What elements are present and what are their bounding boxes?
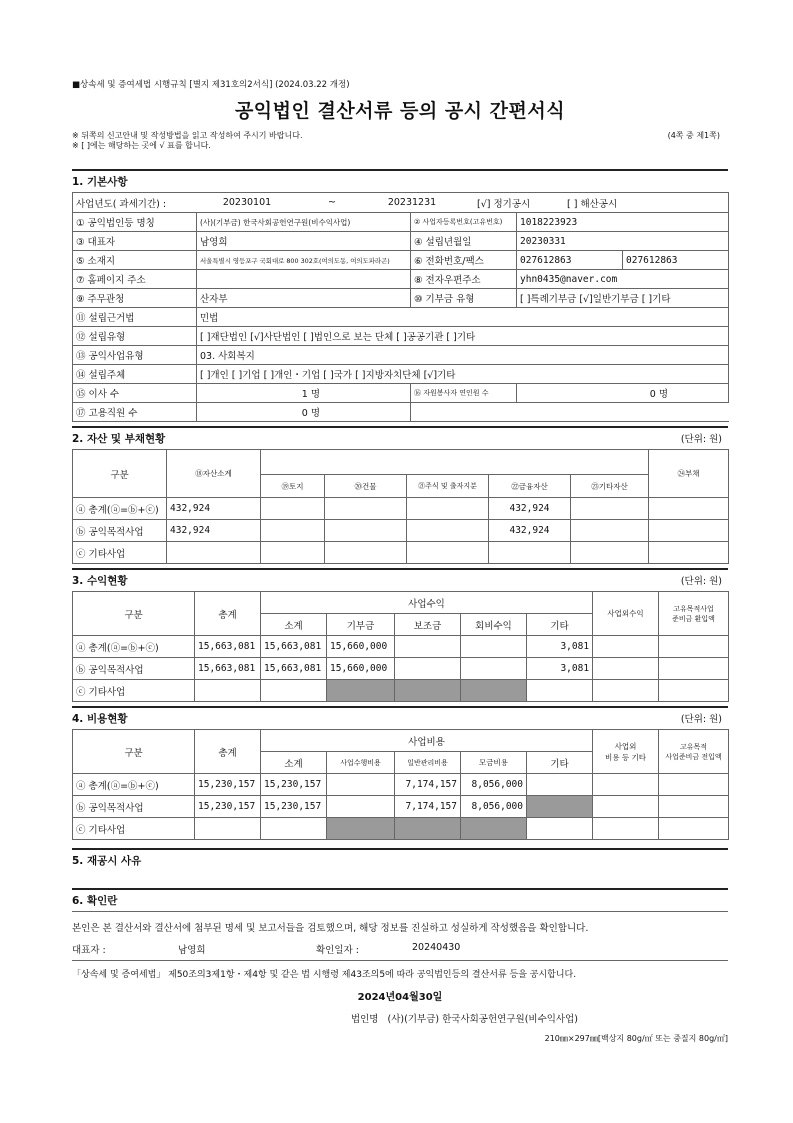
revenue-table <box>72 591 729 702</box>
header-asset-subtotal: ⑱자산소계 <box>167 450 261 498</box>
cell-total: 15,230,157 <box>195 774 261 796</box>
value-email: yhn0435@naver.com <box>517 270 729 289</box>
value-name: (사)(기부금) 한국사회공헌연구원(비수익사업) <box>197 213 411 232</box>
label-est-type: ⑫ 설립유형 <box>73 327 197 346</box>
value-volunteers: 0 명 <box>517 384 729 403</box>
dissolution-disclosure-checkbox[interactable]: [ ] 해산공시 <box>567 198 618 210</box>
header-reserve-1: 고유목적 <box>680 742 708 751</box>
cell-financial: 432,924 <box>489 520 571 542</box>
value-employees: 0 명 <box>197 403 411 422</box>
header-fee: 회비수익 <box>461 614 527 636</box>
header-biz-revenue: 사업수익 <box>261 592 593 614</box>
value-fax: 027612863 <box>623 251 729 270</box>
table-row <box>73 680 729 702</box>
label-biz-type: ⑬ 공익사업유형 <box>73 346 197 365</box>
label-employees: ⑰ 고용직원 수 <box>73 403 197 422</box>
value-est-type[interactable]: [ ]재단법인 [√]사단법인 [ ]법인으로 보는 단체 [ ]공공기관 [ ]기타 <box>197 327 729 346</box>
expense-table <box>72 729 729 840</box>
cell-total <box>195 818 261 840</box>
label-founded: ④ 설립년월일 <box>411 232 517 251</box>
form-title: 공익법인 결산서류 등의 공시 간편서식 <box>234 100 566 122</box>
table-row <box>73 498 729 520</box>
row-label: ⓒ 기타사업 <box>73 542 167 564</box>
fiscal-year-start: 20230101 <box>222 197 272 208</box>
section-redisclosure <box>72 848 728 888</box>
row-label: ⓒ 기타사업 <box>73 818 195 840</box>
cell-subtotal: 15,230,157 <box>261 774 327 796</box>
label-address: ⑤ 소재지 <box>73 251 197 270</box>
header-admin: 일반관리비용 <box>395 752 461 774</box>
cell-admin: 7,174,157 <box>395 796 461 818</box>
header-subsidy: 보조금 <box>395 614 461 636</box>
value-founded: 20230331 <box>517 232 729 251</box>
header-land: ⑲토지 <box>261 475 325 498</box>
cell-etc: 3,081 <box>527 658 593 680</box>
header-stocks: ㉑주식 및 출자지분 <box>407 475 489 498</box>
value-homepage <box>197 270 411 289</box>
value-founder[interactable]: [ ]개인 [ ]기업 [ ]개인・기업 [ ]국가 [ ]지방자치단체 [√]기타 <box>197 365 729 384</box>
value-address: 서울특별시 영등포구 국회대로 800 302호(여의도동, 여의도파라곤) <box>197 251 411 270</box>
section-assets <box>72 426 728 564</box>
label-donation-type: ⑩ 기부금 유형 <box>411 289 517 308</box>
header-donation: 기부금 <box>327 614 395 636</box>
table-row <box>73 796 729 818</box>
disclosure-form <box>72 78 728 1044</box>
page-number: (4쪽 중 제1쪽) <box>667 131 720 140</box>
regular-disclosure-checkbox[interactable]: [√] 정기공시 <box>477 198 531 210</box>
value-phone: 027612863 <box>517 251 623 270</box>
cell-donation: 15,660,000 <box>327 636 395 658</box>
label-homepage: ⑦ 홈페이지 주소 <box>73 270 197 289</box>
label-phone: ⑥ 전화번호/팩스 <box>411 251 517 270</box>
confirm-date-label: 확인일자 : <box>316 945 359 956</box>
row-label: ⓑ 공익목적사업 <box>73 520 167 542</box>
cell-total: 15,663,081 <box>195 658 261 680</box>
section-title: 5. 재공시 사유 <box>72 855 142 867</box>
section-title: 3. 수익현황 <box>72 575 128 587</box>
disclosure-date: 2024년04월30일 <box>357 992 443 1003</box>
section-title: 1. 기본사항 <box>72 176 128 188</box>
label-founder: ⑭ 설립주체 <box>73 365 197 384</box>
cell-etc: 3,081 <box>527 636 593 658</box>
header-exec: 사업수행비용 <box>327 752 395 774</box>
cell-financial <box>489 542 571 564</box>
corp-line <box>72 1011 728 1025</box>
value-bizno: 1018223923 <box>517 213 729 232</box>
label-law: ⑪ 설립근거법 <box>73 308 197 327</box>
cell-admin <box>395 818 461 840</box>
law-statement: 「상속세 및 증여세법」 제50조의3제1항・제4항 및 같은 법 시행령 제43조의5에 따라 공익법인등의 결산서류 등을 공시합니다. <box>72 970 577 980</box>
fiscal-year-tilde: ~ <box>328 197 336 208</box>
section-title: 4. 비용현황 <box>72 713 128 725</box>
basic-info-table <box>72 192 729 422</box>
unit-label: (단위: 원) <box>680 434 722 445</box>
cell-financial: 432,924 <box>489 498 571 520</box>
cell-donation <box>327 680 395 702</box>
assets-table <box>72 449 729 564</box>
section-revenue <box>72 568 728 702</box>
row-label: ⓐ 총계(ⓐ=ⓑ+ⓒ) <box>73 498 167 520</box>
corp-name: (사)(기부금) 한국사회공헌연구원(비수익사업) <box>387 1014 578 1025</box>
row-label: ⓑ 공익목적사업 <box>73 658 195 680</box>
section-expense <box>72 706 728 840</box>
header-reserve-2: 준비금 환입액 <box>672 614 715 623</box>
header-subtotal: 소계 <box>261 614 327 636</box>
fiscal-year-end: 20231231 <box>387 197 437 208</box>
rep-label: 대표자 : <box>72 945 106 956</box>
label-name: ① 공익법인등 명칭 <box>73 213 197 232</box>
confirm-text: 본인은 본 결산서와 결산서에 첨부된 명세 및 보고서들을 검토했으며, 해당 정보를 진실하고 성실하게 작성했음을 확인합니다. <box>72 911 728 942</box>
header-total: 총계 <box>195 730 261 774</box>
header-fund: 모금비용 <box>461 752 527 774</box>
value-donation-type[interactable]: [ ]특례기부금 [√]일반기부금 [ ]기타 <box>517 289 729 308</box>
cell-subtotal: 15,663,081 <box>261 636 327 658</box>
cell-subtotal: 432,924 <box>167 520 261 542</box>
label-email: ⑧ 전자우편주소 <box>411 270 517 289</box>
header-nonbiz-2: 비용 등 기타 <box>605 752 647 762</box>
form-notes <box>72 131 728 151</box>
section-title: 2. 자산 및 부채현황 <box>72 433 166 445</box>
regulation-line: ■상속세 및 증여세법 시행규칙 [별지 제31호의2서식] (2024.03.22 개정) <box>72 80 350 90</box>
header-reserve-1: 고유목적사업 <box>673 604 714 613</box>
table-row <box>73 774 729 796</box>
header-building: ⑳건물 <box>325 475 407 498</box>
section-basic-info <box>72 169 728 422</box>
table-row <box>73 542 729 564</box>
rep-name: 남영희 <box>178 945 206 956</box>
label-rep: ③ 대표자 <box>73 232 197 251</box>
cell-total <box>195 680 261 702</box>
value-law: 민법 <box>197 308 729 327</box>
value-rep: 남영희 <box>197 232 411 251</box>
corp-label: 법인명 <box>350 1014 379 1025</box>
header-etc: 기타 <box>527 752 593 774</box>
label-volunteers: ⑯ 자원봉사자 연인원 수 <box>411 384 517 403</box>
unit-label: (단위: 원) <box>680 576 722 587</box>
header-nonbiz-1: 사업외 <box>614 741 637 751</box>
section-title: 6. 확인란 <box>72 895 118 907</box>
header-division: 구분 <box>73 450 167 498</box>
fiscal-year-label: 사업년도( 과세기간) : <box>76 198 167 210</box>
cell-total: 15,663,081 <box>195 636 261 658</box>
header-financial: ㉒금융자산 <box>489 475 571 498</box>
value-authority: 산자부 <box>197 289 411 308</box>
cell-donation: 15,660,000 <box>327 658 395 680</box>
table-row <box>73 636 729 658</box>
table-row <box>73 818 729 840</box>
header-biz-expense: 사업비용 <box>261 730 593 752</box>
header-division: 구분 <box>73 592 195 636</box>
label-authority: ⑨ 주무관청 <box>73 289 197 308</box>
cell-subtotal: 432,924 <box>167 498 261 520</box>
cell-etc <box>527 680 593 702</box>
cell-subtotal: 15,230,157 <box>261 796 327 818</box>
header-liabilities: ㉔부채 <box>649 450 729 498</box>
value-biz-type: 03. 사회복지 <box>197 346 729 365</box>
header-subtotal: 소계 <box>261 752 327 774</box>
value-directors: 1 명 <box>197 384 411 403</box>
note-1: ※ 뒤쪽의 신고안내 및 작성방법을 읽고 작성하여 주시기 바랍니다. <box>72 131 303 140</box>
fiscal-year-row <box>73 193 729 213</box>
paper-spec: 210㎜×297㎜[백상지 80g/㎡ 또는 중질지 80g/㎡] <box>544 1034 728 1043</box>
label-directors: ⑮ 이사 수 <box>73 384 197 403</box>
header-nonbiz-revenue: 사업외수익 <box>593 592 659 636</box>
row-label: ⓒ 기타사업 <box>73 680 195 702</box>
cell-fund: 8,056,000 <box>461 796 527 818</box>
cell-admin: 7,174,157 <box>395 774 461 796</box>
table-row <box>73 658 729 680</box>
header-reserve-2: 사업준비금 전입액 <box>665 752 722 761</box>
header-etc: 기타 <box>527 614 593 636</box>
cell-subtotal <box>167 542 261 564</box>
header-other-assets: ㉓기타자산 <box>571 475 649 498</box>
label-bizno: ② 사업자등록번호(고유번호) <box>411 213 517 232</box>
row-label: ⓐ 총계(ⓐ=ⓑ+ⓒ) <box>73 774 195 796</box>
cell-subtotal: 15,663,081 <box>261 658 327 680</box>
header-division: 구분 <box>73 730 195 774</box>
note-2: ※ [ ]에는 해당하는 곳에 √ 표를 합니다. <box>72 141 211 150</box>
cell-fund: 8,056,000 <box>461 774 527 796</box>
row-label: ⓐ 총계(ⓐ=ⓑ+ⓒ) <box>73 636 195 658</box>
cell-total: 15,230,157 <box>195 796 261 818</box>
confirm-date: 20240430 <box>412 942 461 953</box>
table-row <box>73 520 729 542</box>
cell-subtotal <box>261 680 327 702</box>
unit-label: (단위: 원) <box>680 714 722 725</box>
row-label: ⓑ 공익목적사업 <box>73 796 195 818</box>
cell-fund <box>461 818 527 840</box>
sign-row <box>72 942 728 961</box>
section-confirmation <box>72 888 728 1044</box>
cell-subtotal <box>261 818 327 840</box>
header-total: 총계 <box>195 592 261 636</box>
